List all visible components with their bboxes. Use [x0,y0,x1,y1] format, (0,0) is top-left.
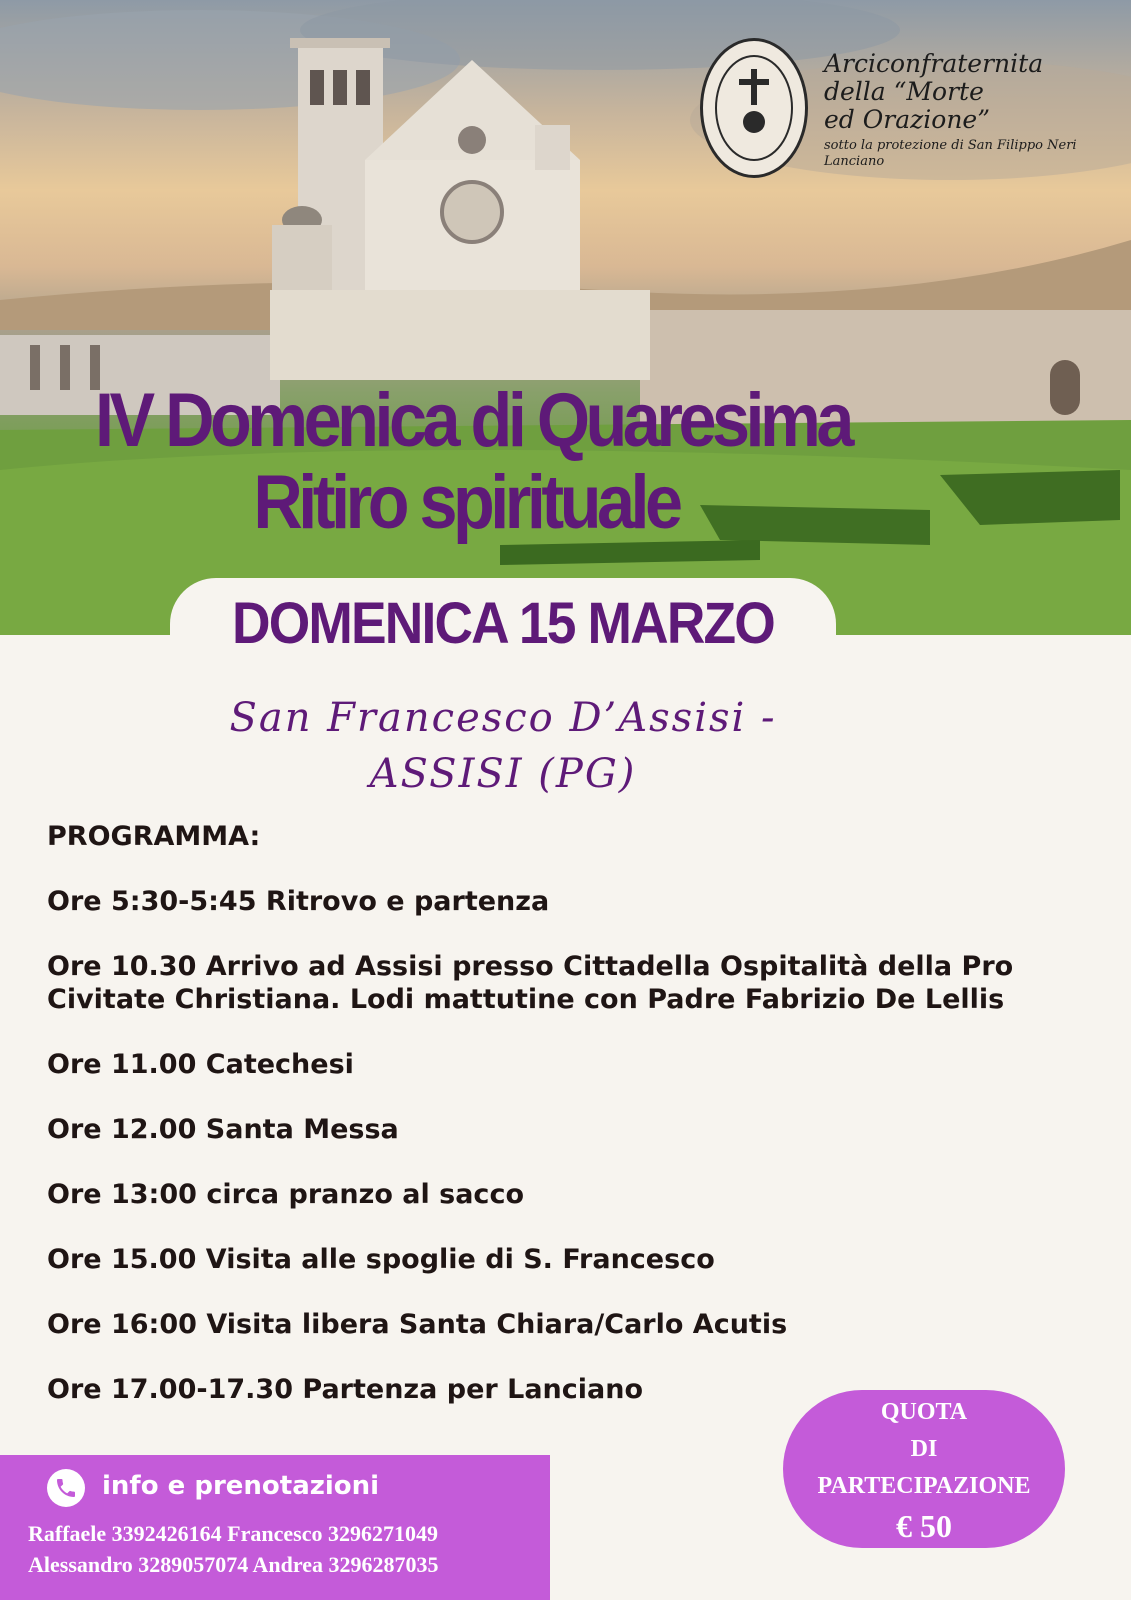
location-line-1: San Francesco D’Assisi - [229,695,777,741]
program-item: Ore 13:00 circa pranzo al sacco [47,1179,524,1210]
program-item: Ore 5:30-5:45 Ritrovo e partenza [47,886,550,917]
event-title [95,380,905,544]
organization-subtitle [824,138,1077,170]
contact-numbers [28,1518,439,1580]
program-heading: PROGRAMMA: [47,821,261,852]
phone-icon [47,1469,85,1507]
price-label-line: DI [910,1436,938,1462]
program-item: Ore 15.00 Visita alle spoglie di S. Francesco [47,1244,715,1275]
program-list [47,820,1087,1438]
program-item: Ore 12.00 Santa Messa [47,1114,399,1145]
logo [700,38,1100,188]
location-line-2: ASSISI (PG) [369,751,637,797]
logo-line: Arciconfraternita [824,49,1044,78]
contact-box [0,1455,550,1600]
logo-line: sotto la protezione di San Filippo Neri [824,138,1077,153]
title-line-1: IV Domenica di Quaresima [95,378,850,463]
logo-line: ed Orazione” [824,105,990,134]
logo-line: Lanciano [824,154,885,169]
program-item: Ore 11.00 Catechesi [47,1049,354,1080]
event-date: DOMENICA 15 MARZO [232,591,774,656]
event-location [170,690,836,802]
program-item: Ore 17.00-17.30 Partenza per Lanciano [47,1374,644,1405]
organization-name [824,50,1043,134]
price-label-line: PARTECIPAZIONE [817,1473,1031,1499]
info-label: info e prenotazioni [102,1471,380,1501]
contact-line: Raffaele 3392426164 Francesco 3296271049 [28,1521,438,1546]
logo-line: della “Morte [824,77,984,106]
program-item: Ore 16:00 Visita libera Santa Chiara/Carlo Acutis [47,1309,788,1340]
program-item: Ore 10.30 Arrivo ad Assisi presso Cittadella Ospitalità della Pro Civitate Christiana. Lodi mattutine con Padre Fabrizio De Lellis [47,951,1014,1015]
contact-line: Alessandro 3289057074 Andrea 3296287035 [28,1552,439,1577]
price-badge [783,1390,1065,1548]
price-label-line: QUOTA [880,1399,968,1425]
seal-icon [700,38,808,178]
price-value: € 50 [896,1508,952,1544]
title-line-2: Ritiro spirituale [253,460,679,545]
